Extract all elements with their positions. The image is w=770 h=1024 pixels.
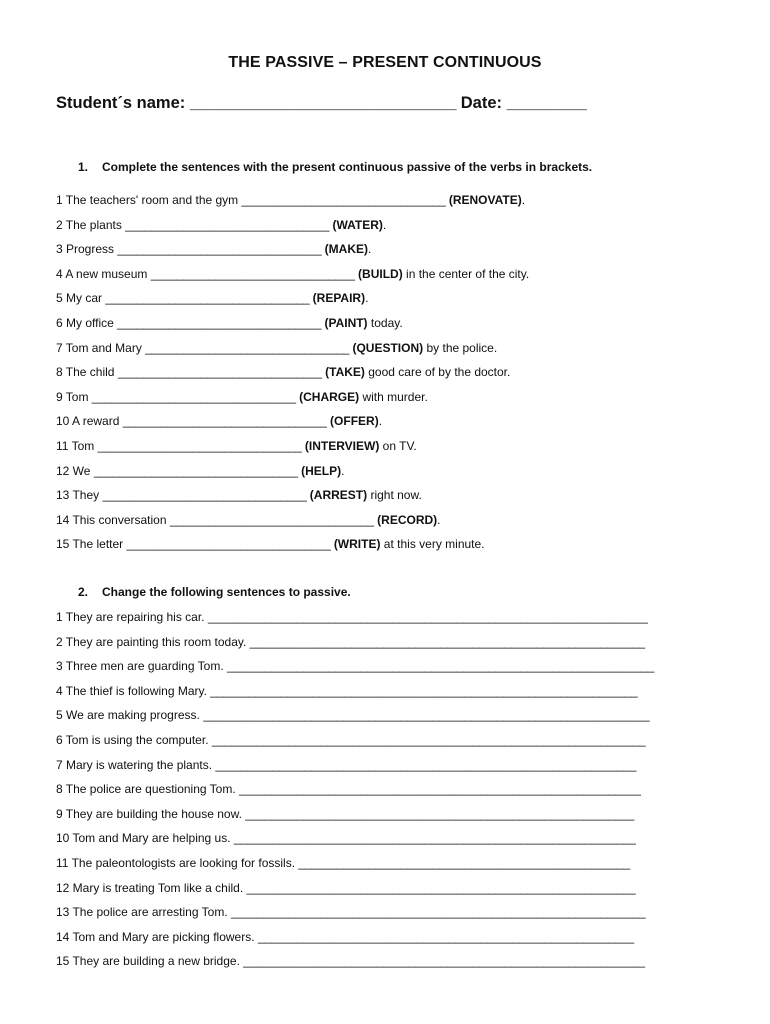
answer-blank: ______________________________________________________________________ [203, 708, 650, 723]
answer-blank: _______________________________________________________________ [243, 954, 645, 969]
item-text: 8 The police are questioning Tom. [56, 782, 240, 797]
item-tail: at this very minute. [380, 537, 485, 552]
answer-blank: ________________________________ [93, 463, 298, 478]
exercise1-item [56, 217, 386, 233]
answer-blank: _____________________________________________________________ [245, 806, 635, 821]
item-text: 5 We are making progress. [56, 708, 204, 723]
item-text: 14 Tom and Mary are picking flowers. [56, 929, 258, 944]
student-name-blank: ______________________________ [189, 94, 457, 112]
page-title: THE PASSIVE – PRESENT CONTINUOUS [228, 54, 542, 71]
exercise1-item [56, 463, 344, 479]
item-tail: . [341, 463, 345, 478]
verb-in-brackets: (REPAIR) [312, 291, 366, 306]
item-tail: by the police. [423, 340, 498, 355]
answer-blank: ________________________________ [91, 389, 296, 404]
answer-blank: ________________________________ [169, 512, 374, 527]
item-text: 2 The plants [56, 217, 126, 232]
section1-number: 1. [78, 160, 89, 174]
answer-blank: ____________________________________________________________________ [211, 733, 646, 747]
exercise1-item [56, 290, 368, 306]
verb-in-brackets: (OFFER) [330, 414, 379, 429]
item-tail: . [368, 242, 372, 257]
item-tail: today. [367, 316, 403, 330]
answer-blank: ________________________________ [150, 266, 355, 281]
item-tail: good care of by the doctor. [364, 365, 511, 380]
exercise2-item [56, 855, 630, 871]
item-text: 1 The teachers' room and the gym [56, 193, 242, 207]
exercise2-item [56, 757, 636, 773]
exercise1-item [56, 413, 382, 429]
exercise1-item [56, 438, 417, 454]
answer-blank: _____________________________________________________________________ [207, 610, 648, 624]
verb-in-brackets: (PAINT) [324, 316, 368, 330]
item-tail: . [365, 291, 369, 306]
verb-in-brackets: (HELP) [301, 463, 342, 478]
item-tail: right now. [367, 488, 422, 503]
exercise2-item [56, 658, 654, 674]
exercise1-item [56, 487, 422, 503]
exercise1-item [56, 340, 497, 356]
exercise2-item [56, 806, 634, 822]
exercise2-item [56, 609, 648, 625]
verb-in-brackets: (RECORD) [377, 512, 438, 527]
verb-in-brackets: (TAKE) [325, 365, 365, 380]
item-text: 4 The thief is following Mary. [56, 683, 211, 698]
item-text: 9 Tom [56, 389, 92, 404]
item-text: 15 The letter [56, 537, 127, 552]
answer-blank: _______________________________________________________________ [239, 782, 641, 797]
answer-blank: ________________________________ [122, 414, 327, 429]
answer-blank: ________________________________ [117, 365, 322, 380]
item-text: 1 They are repairing his car. [56, 610, 208, 624]
exercise1-item [56, 364, 510, 380]
item-text: 15 They are building a new bridge. [56, 954, 244, 969]
date-label: Date: [460, 94, 503, 112]
item-text: 14 This conversation [56, 512, 170, 527]
item-tail: . [521, 193, 526, 207]
exercise2-item [56, 683, 637, 699]
exercise2-item [56, 634, 645, 650]
answer-blank: ________________________________ [102, 488, 307, 503]
section1-heading [78, 160, 592, 174]
verb-in-brackets: (ARREST) [309, 488, 368, 503]
section1-instruction: Complete the sentences with the present continuous passive of the verbs in brackets. [102, 160, 593, 174]
answer-blank: ________________________________ [145, 340, 350, 355]
exercise1-item [56, 315, 403, 331]
exercise2-item [56, 929, 634, 945]
item-text: 7 Mary is watering the plants. [56, 757, 216, 772]
answer-blank: ___________________________________________________________________ [227, 659, 655, 674]
item-text: 3 Progress [56, 242, 118, 257]
exercise2-item [56, 904, 645, 920]
section2-heading [78, 585, 351, 599]
verb-in-brackets: (BUILD) [358, 266, 403, 281]
exercise1-item [56, 389, 428, 405]
exercise1-item [56, 536, 485, 552]
answer-blank: _______________________________________________________________ [233, 831, 636, 846]
name-date-row [56, 94, 587, 113]
item-text: 12 We [56, 463, 94, 478]
answer-blank: ________________________________ [126, 537, 331, 552]
item-text: 6 My office [56, 316, 118, 330]
item-text: 8 The child [56, 365, 118, 380]
student-name-label: Student´s name: [56, 94, 186, 112]
answer-blank: ________________________________ [117, 316, 322, 330]
item-text: 13 They [56, 488, 103, 503]
exercise1-item [56, 241, 371, 257]
exercise2-item [56, 707, 649, 723]
exercise2-item [56, 732, 645, 748]
answer-blank: _____________________________________________________________ [246, 880, 636, 895]
verb-in-brackets: (WATER) [332, 217, 383, 232]
answer-blank: ________________________________ [125, 217, 330, 232]
item-text: 11 Tom [56, 439, 98, 453]
exercise2-item [56, 953, 645, 969]
item-tail: in the center of the city. [402, 266, 530, 281]
date-blank: _________ [506, 94, 587, 112]
exercise2-item [56, 880, 635, 896]
verb-in-brackets: (INTERVIEW) [304, 439, 380, 453]
answer-blank: ____________________________________________________ [298, 856, 630, 870]
item-text: 13 The police are arresting Tom. [56, 905, 231, 920]
item-tail: on TV. [379, 439, 417, 453]
exercise1-item [56, 192, 525, 208]
item-text: 11 The paleontologists are looking for fossils. [56, 856, 299, 870]
exercise1-item [56, 512, 441, 528]
verb-in-brackets: (RENOVATE) [448, 193, 522, 207]
answer-blank: ___________________________________________________________________ [210, 683, 638, 698]
answer-blank: ________________________________ [117, 242, 322, 257]
verb-in-brackets: (MAKE) [324, 242, 368, 257]
exercise1-item [56, 266, 529, 282]
section2-number: 2. [78, 585, 89, 599]
item-tail: . [382, 217, 387, 232]
exercise2-item [56, 830, 635, 846]
verb-in-brackets: (CHARGE) [299, 389, 360, 404]
answer-blank: _________________________________________________________________ [230, 905, 646, 920]
verb-in-brackets: (WRITE) [333, 537, 381, 552]
item-text: 12 Mary is treating Tom like a child. [56, 880, 247, 895]
item-tail: with murder. [359, 389, 428, 404]
verb-in-brackets: (QUESTION) [352, 340, 424, 355]
item-text: 5 My car [56, 291, 106, 306]
answer-blank: ______________________________________________________________ [249, 634, 645, 649]
item-text: 6 Tom is using the computer. [56, 733, 212, 747]
answer-blank: ___________________________________________________________ [257, 929, 634, 944]
answer-blank: ________________________________ [105, 291, 310, 306]
item-text: 10 Tom and Mary are helping us. [56, 831, 234, 846]
section2-instruction: Change the following sentences to passive. [102, 585, 351, 599]
exercise2-item [56, 781, 641, 797]
item-text: 3 Three men are guarding Tom. [56, 659, 227, 674]
answer-blank: __________________________________________________________________ [215, 757, 637, 772]
item-tail: . [437, 512, 441, 527]
answer-blank: ________________________________ [241, 193, 446, 207]
item-text: 7 Tom and Mary [56, 340, 146, 355]
item-tail: . [378, 414, 383, 429]
item-text: 2 They are painting this room today. [56, 634, 250, 649]
item-text: 9 They are building the house now. [56, 806, 246, 821]
item-text: 4 A new museum [56, 266, 151, 281]
item-text: 10 A reward [56, 414, 123, 429]
answer-blank: ________________________________ [97, 439, 302, 453]
